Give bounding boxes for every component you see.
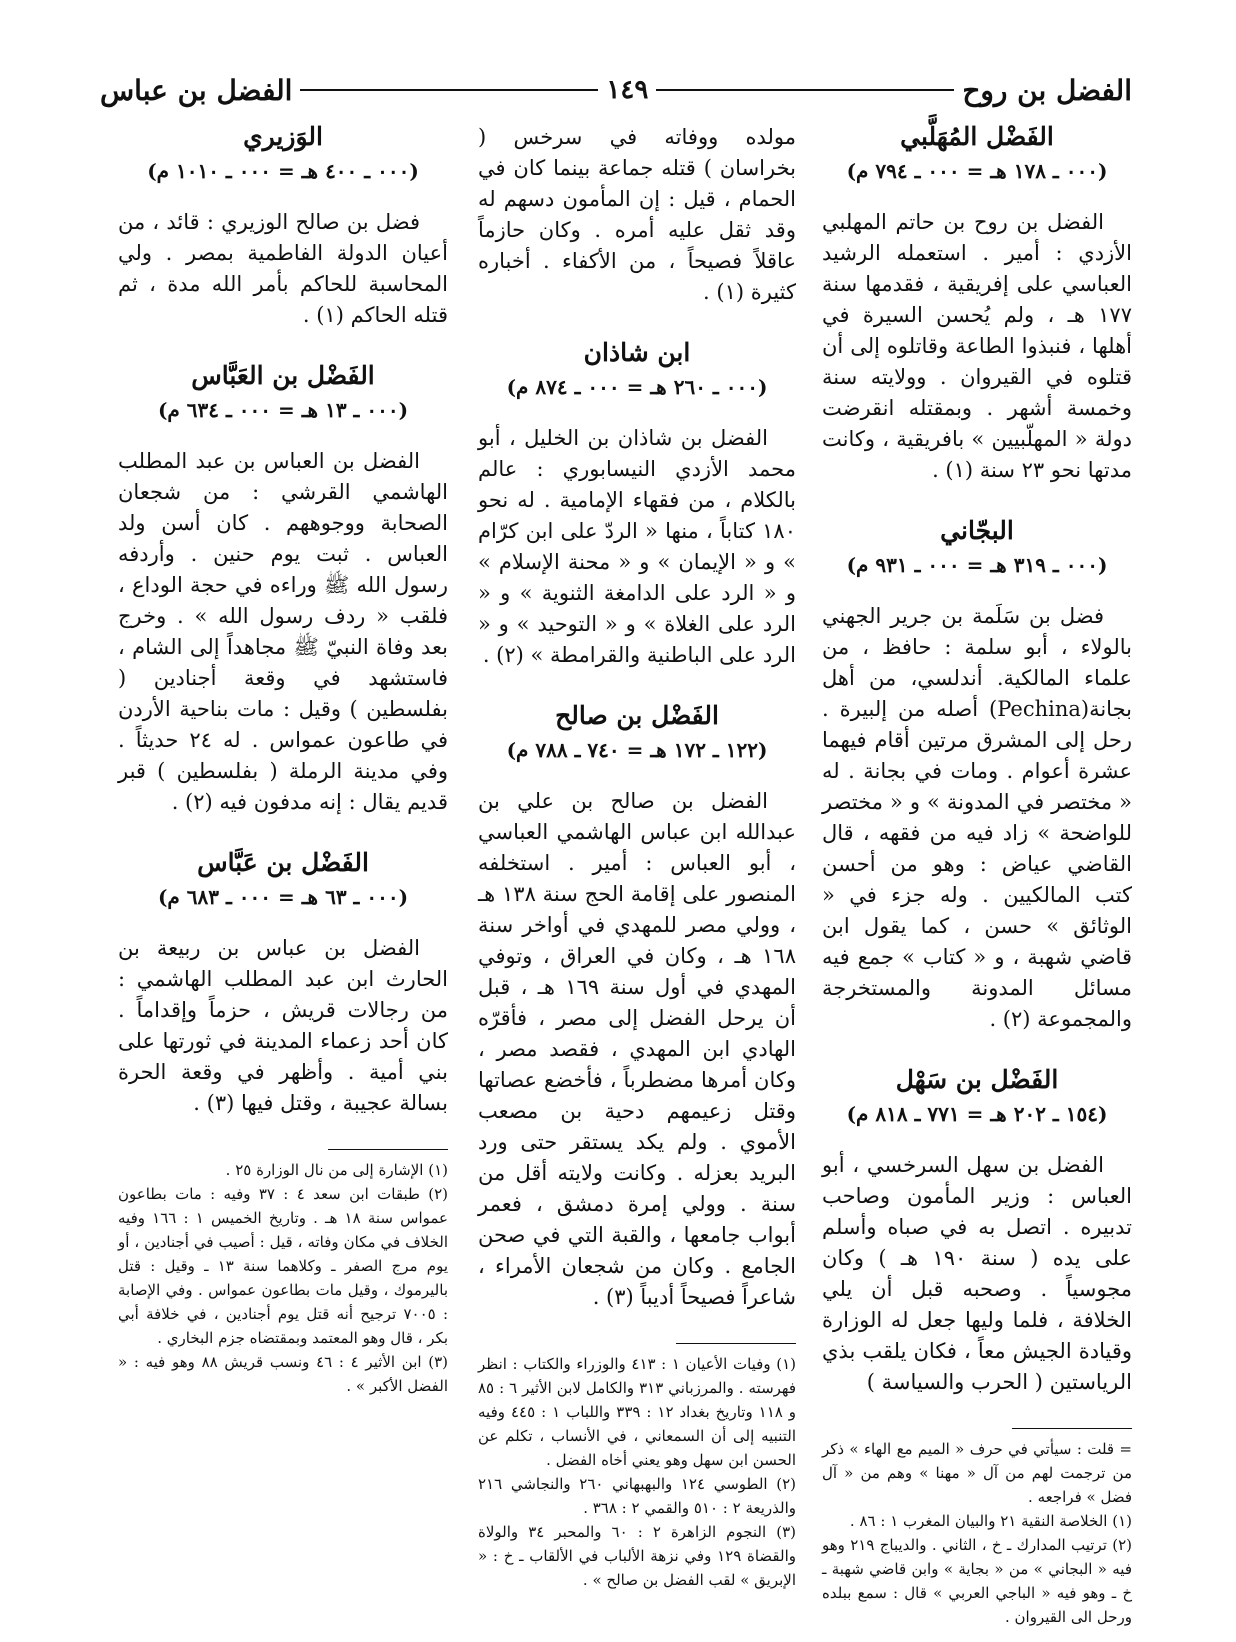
- entry-text: الفضل بن صالح بن علي بن عبدالله ابن عباس الهاشمي العباسي ، أبو العباس : أمير . استخلفه المنصور على إقامة الحج سنة ١٣٨ هـ ، وولي مصر للمهدي في أواخر سنة ١٦٨ هـ ، وكان في العراق ، وتوفي المهدي في أول سنة ١٦٩ هـ ، قبل أن يرحل الفضل إلى مصر ، فأقرّه الهادي ابن المهدي ، فقصد مصر ، وكان أمرها مضطرباً ، فأخضع عصاتها وقتل زعيمهم دحية بن مصعب الأموي . ولم يكد يستقر حتى ورد البريد بعزله . وكانت ولايته أقل من سنة . وولي إمرة دمشق ، فعمر أبواب جامعها ، والقبة التي في صحن الجامع . وكان من شجعان الأمراء ، شاعراً فصيحاً أديباً (٣) .: [478, 789, 796, 1309]
- entry-dates: (٠٠٠ ـ ٢٦٠ هـ = ٠٠٠ ـ ٨٧٤ م): [506, 375, 768, 399]
- footnote-separator: [676, 1343, 796, 1344]
- entry-dates: (٠٠٠ ـ ١٧٨ هـ = ٠٠٠ ـ ٧٩٤ م): [846, 159, 1108, 183]
- entry-title: الفَضْل بن سَهْل: [895, 1065, 1059, 1094]
- entry-title: الفَضْل المُهَلَّبي: [900, 122, 1054, 151]
- footnote: = قلت : سيأتي في حرف « الميم مع الهاء » ذكر من ترجمت لهم من آل « مهنا » وهم من « آل فضل » فراجعه .: [822, 1440, 1132, 1506]
- column-middle: [478, 122, 796, 1592]
- footnotes: [478, 1352, 796, 1592]
- entry-title: الفَضْل بن صالح: [555, 701, 719, 730]
- footnote: (٢) ترتيب المدارك ـ خ ، الثاني . والديباج ٢١٩ وهو فيه « البجاني » من « بجاية » وابن قاضي شهبة ـ خ ـ وهو فيه « الباجي العربي » قال : سمع ببلده ورحل الى القيروان .: [822, 1536, 1133, 1626]
- footnote: (٣) ابن الأثير ٤ : ٤٦ ونسب قريش ٨٨ وهو فيه : « الفضل الأكبر » .: [118, 1353, 449, 1395]
- column-right: [822, 122, 1132, 1629]
- entry-text: الفضل بن العباس بن عبد المطلب الهاشمي القرشي : من شجعان الصحابة ووجوههم . كان أسن ولد العباس . ثبت يوم حنين . وأردفه رسول الله ﷺ وراءه في حجة الوداع ، فلقب « ردف رسول الله » . وخرج بعد وفاة النبيّ ﷺ مجاهداً إلى الشام ، فاستشهد في وقعة أجنادين ( بفلسطين ) وقيل : مات بناحية الأردن في طاعون عمواس . له ٢٤ حديثاً . وفي مدينة الرملة ( بفلسطين ) قبر قديم يقال : إنه مدفون فيه (٢) .: [118, 449, 448, 814]
- entry-dates: (٠٠٠ ـ ٤٠٠ هـ = ٠٠٠ ـ ١٠١٠ م): [147, 159, 419, 183]
- entry-title: الفَضْل بن عَبَّاس: [197, 848, 369, 877]
- entry-text: الفضل بن عباس بن ربيعة بن الحارث ابن عبد المطلب الهاشمي : من رجالات قريش ، حزماً وإقداماً . كان أحد زعماء المدينة في ثورتها على بني أمية . وأظهر في وقعة الحرة بسالة عجيبة ، وقتل فيها (٣) .: [118, 936, 448, 1115]
- running-header: [100, 70, 1132, 110]
- footnote-separator: [1012, 1428, 1132, 1429]
- footnote: (١) الخلاصة النقية ٢١ والبيان المغرب ١ : ٨٦ .: [849, 1512, 1132, 1530]
- footnote-separator: [328, 1149, 448, 1150]
- footnote: (١) وفيات الأعيان ١ : ٤١٣ والوزراء والكتاب : انظر فهرسته . والمرزباني ٣١٣ والكامل لابن الأثير ٦ : ٨٥ و ١١٨ وتاريخ بغداد ١٢ : ٣٣٩ واللباب ١ : ٤٤٥ وفيه التنبيه إلى أن السمعاني ، في الأنساب ، تكلم عن الحسن ابن سهل وهو يعني أخاه الفضل .: [478, 1355, 797, 1469]
- header-rule: [300, 89, 598, 91]
- footnote: (٢) طبقات ابن سعد ٤ : ٣٧ وفيه : مات بطاعون عمواس سنة ١٨ هـ . وتاريخ الخميس ١ : ١٦٦ وفيه الخلاف في مكان وفاته ، قيل : أصيب في أجنادين ، أو يوم مرج الصفر ـ وكلاهما سنة ١٣ ـ وقيل : قتل باليرموك ، وقيل مات بطاعون عمواس . وفي الإصابة : ٧٠٠٥ ترجيح أنه قتل يوم أجنادين ، في خلافة أبي بكر ، قال وهو المعتمد وبمقتضاه جزم البخاري .: [118, 1185, 449, 1347]
- header-right-title: الفضل بن روح: [962, 73, 1132, 107]
- entry-text: فضل بن سَلَمة بن جرير الجهني بالولاء ، أبو سلمة : حافظ ، من علماء المالكية. أندلسي، من أهل بجانة(Pechina) أصله من إلبيرة . رحل إلى المشرق مرتين أقام فيهما عشرة أعوام . ومات في بجانة . له « مختصر في المدونة » و « مختصر للواضحة » زاد فيه من فقهه ، قال القاضي عياض : وهو من أحسن كتب المالكيين . وله جزء في « الوثائق » حسن ، كما يقول ابن قاضي شهبة ، و « كتاب » جمع فيه مسائل المدونة والمستخرجة والمجموعة (٢) .: [822, 604, 1132, 1031]
- entry-title: الفَضْل بن العَبَّاس: [191, 361, 375, 390]
- entry-dates: (٠٠٠ ـ ٦٣ هـ = ٠٠٠ ـ ٦٨٣ م): [157, 885, 409, 909]
- entry-dates: (٠٠٠ ـ ١٣ هـ = ٠٠٠ ـ ٦٣٤ م): [157, 398, 409, 422]
- entry-dates: (١٥٤ ـ ٢٠٢ هـ = ٧٧١ ـ ٨١٨ م): [846, 1102, 1108, 1126]
- entry-title: ابن شاذان: [583, 338, 691, 367]
- header-rule: [656, 89, 954, 91]
- page-number: ١٤٩: [606, 75, 649, 105]
- footnote: (١) الإشارة إلى من نال الوزارة ٢٥ .: [225, 1161, 448, 1179]
- footnote: (٣) النجوم الزاهرة ٢ : ٦٠ والمحبر ٣٤ والولاة والقضاة ١٢٩ وفي نزهة الألباب في الألقاب ـ خ : « الإبريق » لقب الفضل بن صالح » .: [478, 1523, 796, 1589]
- entry-text: الفضل بن سهل السرخسي ، أبو العباس : وزير المأمون وصاحب تدبيره . اتصل به في صباه وأسلم على يده ( سنة ١٩٠ هـ ) وكان مجوسياً . وصحبه قبل أن يلي الخلافة ، فلما وليها جعل له الوزارة وقيادة الجيش معاً ، فكان يلقب بذي الرياستين ( الحرب والسياسة ): [822, 1153, 1132, 1394]
- entry-dates: (١٢٢ ـ ١٧٢ هـ = ٧٤٠ ـ ٧٨٨ م): [506, 738, 768, 762]
- entry-title: الوَزيري: [243, 122, 323, 151]
- entry-text: الفضل بن روح بن حاتم المهلبي الأزدي : أمير . استعمله الرشيد العباسي على إفريقية ، فقدمها سنة ١٧٧ هـ ، ولم يُحسن السيرة في أهلها ، فنبذوا الطاعة وقاتلوه إلى أن قتلوه في القيروان . وولايته سنة وخمسة أشهر . وبمقتله انقرضت دولة « المهلّبيين » بافريقية ، وكانت مدتها نحو ٢٣ سنة (١) .: [822, 210, 1132, 482]
- footnotes: [118, 1158, 448, 1398]
- footnote: (٢) الطوسي ١٢٤ والبهبهاني ٢٦٠ والنجاشي ٢١٦ والذريعة ٢ : ٥١٠ والقمي ٢ : ٣٦٨ .: [478, 1475, 796, 1517]
- entry-text-continued: مولده ووفاته في سرخس ( بخراسان ) قتله جماعة بينما كان في الحمام ، قيل : إن المأمون دسهم له وقد ثقل عليه أمره . وكان حازماً عاقلاً فصيحاً ، من الأكفاء . أخباره كثيرة (١) .: [478, 125, 796, 304]
- entry-text: الفضل بن شاذان بن الخليل ، أبو محمد الأزدي النيسابوري : عالم بالكلام ، من فقهاء الإمامية . له نحو ١٨٠ كتاباً ، منها « الردّ على ابن كرّام » و « الإيمان » و « محنة الإسلام » و « الرد على الدامغة الثنوية » و « الرد على الغلاة » و « التوحيد » و « الرد على الباطنية والقرامطة » (٢) .: [478, 426, 796, 667]
- entry-title: البجّاني: [940, 516, 1014, 545]
- header-left-title: الفضل بن عباس: [100, 73, 293, 107]
- footnotes: [822, 1437, 1132, 1629]
- column-left: [118, 122, 448, 1398]
- entry-dates: (٠٠٠ ـ ٣١٩ هـ = ٠٠٠ ـ ٩٣١ م): [846, 553, 1108, 577]
- entry-text: فضل بن صالح الوزيري : قائد ، من أعيان الدولة الفاطمية بمصر . ولي المحاسبة للحاكم بأمر الله مدة ، ثم قتله الحاكم (١) .: [118, 210, 448, 327]
